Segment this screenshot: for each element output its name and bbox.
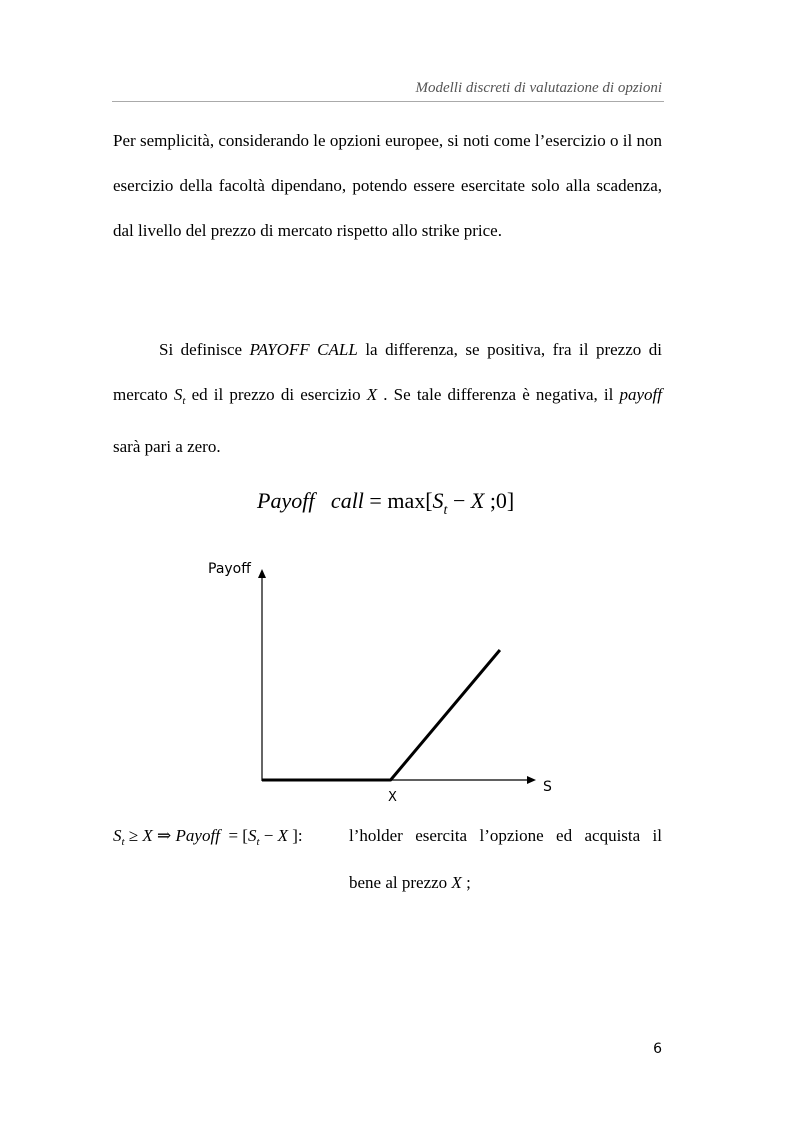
cond-geq: ≥ bbox=[124, 826, 143, 845]
para2-text-3: la differenza, se positiva, fra il prezzo di mercato bbox=[113, 340, 662, 404]
running-header: Modelli discreti di valutazione di opzioni bbox=[415, 80, 662, 96]
formula-sub: t bbox=[443, 503, 448, 518]
para2-text-4: ed il prezzo di esercizio bbox=[185, 385, 367, 404]
cond2-x: X bbox=[451, 873, 462, 892]
condition-math bbox=[113, 826, 303, 848]
paragraph-2 bbox=[113, 327, 662, 469]
cond-s2: S bbox=[247, 826, 257, 845]
strike-tick-label: X bbox=[388, 790, 397, 805]
payoff-line bbox=[262, 650, 500, 780]
formula-eq: = max[ bbox=[363, 488, 433, 513]
cond-payoff: Payoff bbox=[175, 826, 220, 845]
formula-x: X bbox=[470, 488, 485, 513]
para2-text-7: sarà pari a zero. bbox=[113, 437, 221, 456]
var-s: S bbox=[173, 385, 183, 404]
x-axis-label: S bbox=[543, 779, 552, 795]
x-axis-arrow bbox=[527, 776, 536, 784]
cond2-end: ; bbox=[461, 873, 471, 892]
cond-implies: ⇒ bbox=[152, 826, 176, 845]
y-axis-label: Payoff bbox=[208, 561, 251, 577]
cond-eq: = [ bbox=[219, 826, 248, 845]
y-axis-arrow bbox=[258, 569, 266, 578]
cond2-text: bene al prezzo bbox=[349, 873, 452, 892]
var-x: X bbox=[366, 385, 378, 404]
para2-term-payoff: payoff bbox=[619, 385, 662, 404]
formula-minus: − bbox=[447, 488, 471, 513]
condition-continuation bbox=[349, 873, 471, 893]
page-number: 6 bbox=[653, 1041, 662, 1057]
cond-minus: − bbox=[259, 826, 278, 845]
cond-s2-sub: t bbox=[256, 836, 260, 848]
para2-text-5: . Se tale differenza è negativa, il bbox=[377, 385, 620, 404]
var-s-subscript: t bbox=[182, 395, 186, 407]
cond-x: X bbox=[142, 826, 153, 845]
cond-s-sub: t bbox=[121, 836, 125, 848]
payoff-formula bbox=[257, 488, 514, 519]
formula-end: ;0] bbox=[484, 488, 515, 513]
para2-text-1: Si definisce bbox=[159, 340, 250, 359]
formula-s: S bbox=[432, 488, 444, 513]
para2-term-payoff-call: PAYOFF CALL bbox=[249, 340, 358, 359]
payoff-chart bbox=[196, 556, 566, 806]
cond-s: S bbox=[113, 826, 122, 845]
header-rule bbox=[112, 101, 664, 102]
paragraph-1: Per semplicità, considerando le opzioni europee, si noti come l’esercizio o il non esercizio della facoltà dipendano, potendo essere esercitate solo alla scadenza, dal livello del prezzo di mercato rispetto allo strike price. bbox=[113, 131, 662, 240]
formula-lhs: Payoff call bbox=[257, 488, 364, 513]
condition-description: l’holder esercita l’opzione ed acquista il bbox=[349, 826, 662, 845]
cond-x2: X bbox=[277, 826, 288, 845]
cond-close: ]: bbox=[287, 826, 303, 845]
